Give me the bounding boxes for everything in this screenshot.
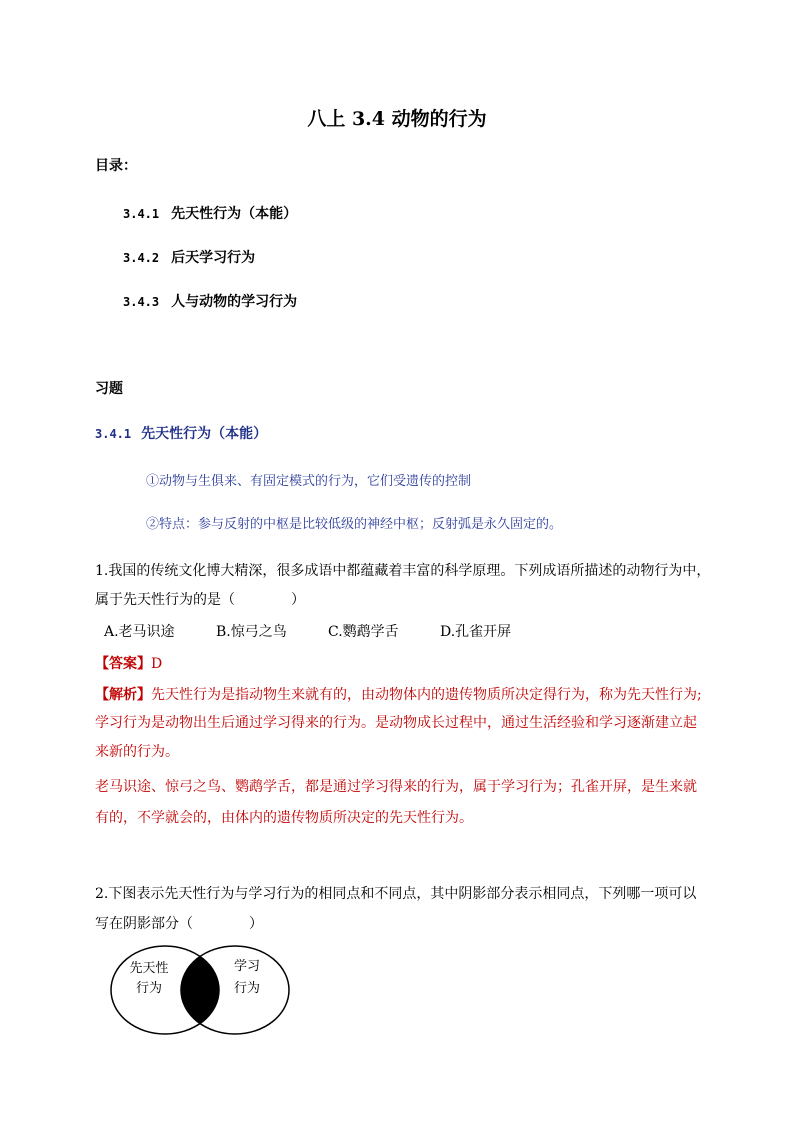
option-c: C.鹦鹉学舌 <box>328 624 399 640</box>
question-2-text: 2.下图表示先天性行为与学习行为的相同点和不同点，其中阴影部分表示相同点，下列哪一项可以 <box>95 886 697 902</box>
answer-line <box>95 653 162 673</box>
analysis-text: 学习行为是动物出生后通过学习得来的行为。是动物成长过程中，通过生活经验和学习逐渐建立起 <box>95 715 697 731</box>
toc-item-number: 3.4.3 <box>123 295 160 309</box>
document-title: 八上 3.4 动物的行为 <box>307 108 487 130</box>
toc-item <box>123 291 297 311</box>
toc-item-label: 后天学习行为 <box>171 250 256 266</box>
key-point: ①动物与生俱来、有固定模式的行为，它们受遗传的控制 <box>146 474 472 489</box>
toc-item-label: 先天性行为（本能） <box>171 206 298 222</box>
venn-diagram <box>105 940 305 1040</box>
toc-item <box>123 203 297 223</box>
analysis-label: 【解析】 <box>95 687 151 703</box>
venn-right-label: 行为 <box>233 981 261 996</box>
toc-item <box>123 247 255 267</box>
toc-item-number: 3.4.1 <box>123 207 160 221</box>
section-number: 3.4.1 <box>95 427 132 441</box>
option-b: B.惊弓之鸟 <box>216 624 287 640</box>
venn-left-label: 先天性 <box>129 961 169 976</box>
question-2-text: 写在阴影部分（ ） <box>95 916 263 932</box>
key-point: ②特点：参与反射的中枢是比较低级的神经中枢；反射弧是永久固定的。 <box>146 517 563 532</box>
analysis-text: 老马识途、惊弓之鸟、鹦鹉学舌，都是通过学习得来的行为，属于学习行为；孔雀开屏，是生来就 <box>95 779 697 795</box>
exercises-heading: 习题 <box>95 381 123 397</box>
toc-item-number: 3.4.2 <box>123 251 160 265</box>
option-a: A.老马识途 <box>104 624 175 640</box>
answer-label: 【答案】 <box>95 656 151 672</box>
analysis-text: 先天性行为是指动物生来就有的，由动物体内的遗传物质所决定得行为，称为先天性行为; <box>151 687 702 703</box>
toc-heading: 目录： <box>95 158 137 174</box>
toc-item-label: 人与动物的学习行为 <box>171 294 298 310</box>
analysis-line <box>95 684 702 704</box>
venn-right-label: 学习 <box>233 959 261 974</box>
option-d: D.孔雀开屏 <box>440 624 512 640</box>
analysis-text: 来新的行为。 <box>95 744 179 760</box>
question-1-text: 1.我国的传统文化博大精深，很多成语中都蕴藏着丰富的科学原理。下列成语所描述的动物行为中， <box>95 563 711 579</box>
section-heading <box>95 423 267 443</box>
answer-value: D <box>151 656 163 672</box>
section-label: 先天性行为（本能） <box>141 426 268 442</box>
venn-left-label: 行为 <box>135 981 163 996</box>
question-1-text: 属于先天性行为的是（ ） <box>95 592 305 608</box>
analysis-text: 有的，不学就会的，由体内的遗传物质所决定的先天性行为。 <box>95 810 473 826</box>
